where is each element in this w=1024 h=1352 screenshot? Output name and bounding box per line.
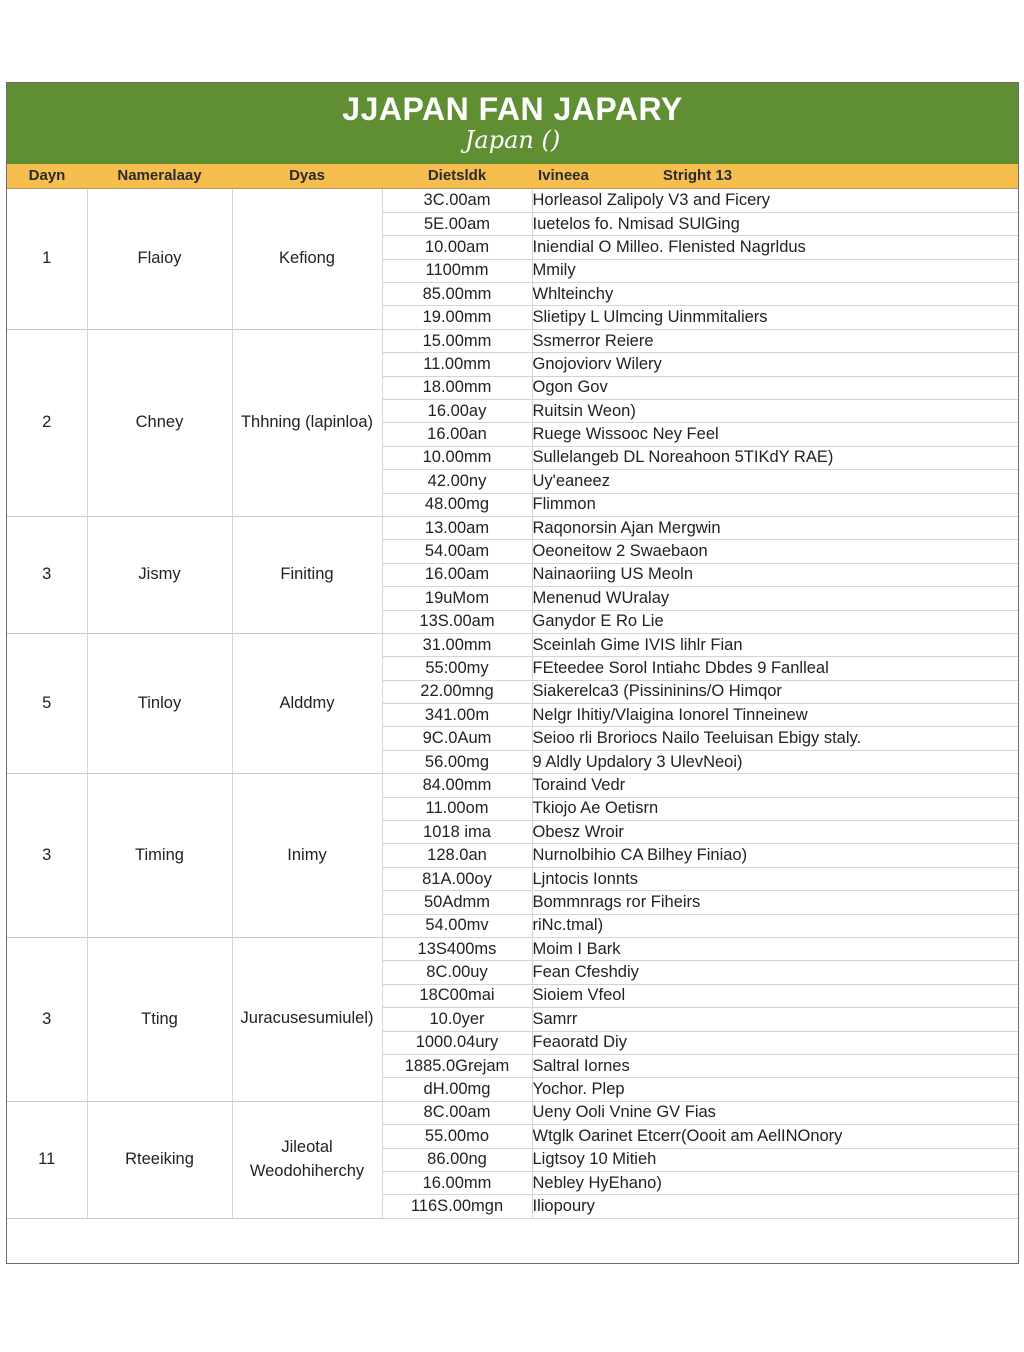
activity-cell: Saltral Iornes [532, 1054, 1018, 1077]
activity-cell: Sioiem Vfeol [532, 984, 1018, 1007]
time-cell: 1885.0Grejam [382, 1054, 532, 1077]
activity-cell: Tkiojo Ae Oetisrn [532, 797, 1018, 820]
page-title: JJAPAN FAN JAPARY [342, 91, 683, 127]
time-cell: 54.00mv [382, 914, 532, 937]
time-cell: 86.00ng [382, 1148, 532, 1171]
activity-cell: Raqonorsin Ajan Mergwin [532, 516, 1018, 539]
activity-cell: Ruitsin Weon) [532, 400, 1018, 423]
time-cell: 116S.00mgn [382, 1195, 532, 1218]
itinerary-sheet [6, 82, 1019, 1264]
time-cell: 18C00mai [382, 984, 532, 1007]
itinerary-table [7, 189, 1018, 1219]
time-cell: 56.00mg [382, 750, 532, 773]
activity-cell: Bommnrags ror Fiheirs [532, 891, 1018, 914]
header-time: Dietsldk [427, 167, 487, 184]
activity-cell: Ssmerror Reiere [532, 329, 1018, 352]
activity-cell: 9 Aldly Updalory 3 UlevNeoi) [532, 750, 1018, 773]
day-type-cell: Kefiong [232, 189, 382, 329]
day-number-cell: 2 [7, 329, 87, 516]
day-number-cell: 11 [7, 1101, 87, 1218]
activity-cell: Iuetelos fo. Nmisad SUlGing [532, 212, 1018, 235]
time-cell: 84.00mm [382, 774, 532, 797]
activity-cell: riNc.tmal) [532, 914, 1018, 937]
time-cell: 13S400ms [382, 938, 532, 961]
table-header [7, 164, 1018, 189]
time-cell: 19.00mm [382, 306, 532, 329]
time-cell: 9C.0Aum [382, 727, 532, 750]
time-cell: 19uMom [382, 587, 532, 610]
time-cell: 31.00mm [382, 633, 532, 656]
activity-cell: Mmily [532, 259, 1018, 282]
table-row [7, 516, 1018, 539]
day-number-cell: 3 [7, 938, 87, 1102]
day-name-cell: Jismy [87, 516, 232, 633]
activity-cell: Fean Cfeshdiy [532, 961, 1018, 984]
time-cell: 128.0an [382, 844, 532, 867]
activity-cell: Iliopoury [532, 1195, 1018, 1218]
time-cell: 55:00my [382, 657, 532, 680]
day-type-cell: Juracusesumiulel) [232, 938, 382, 1102]
day-type-cell: Thhning (lapinloa) [232, 329, 382, 516]
day-number-cell: 3 [7, 774, 87, 938]
activity-cell: Siakerelca3 (Pissininins/O Himqor [532, 680, 1018, 703]
activity-cell: Toraind Vedr [532, 774, 1018, 797]
activity-cell: Nelgr Ihitiy/Vlaigina Ionorel Tinneinew [532, 704, 1018, 727]
table-row [7, 189, 1018, 212]
day-name-cell: Chney [87, 329, 232, 516]
time-cell: 16.00am [382, 563, 532, 586]
table-row [7, 633, 1018, 656]
time-cell: 8C.00uy [382, 961, 532, 984]
time-cell: 81A.00oy [382, 867, 532, 890]
activity-cell: Feaoratd Diy [532, 1031, 1018, 1054]
day-name-cell: Timing [87, 774, 232, 938]
time-cell: 55.00mo [382, 1125, 532, 1148]
activity-cell: Sceinlah Gime IVIS lihlr Fian [532, 633, 1018, 656]
day-name-cell: Tting [87, 938, 232, 1102]
time-cell: 48.00mg [382, 493, 532, 516]
activity-cell: Ueny Ooli Vnine GV Fias [532, 1101, 1018, 1124]
table-row [7, 774, 1018, 797]
table-row [7, 1101, 1018, 1124]
time-cell: 22.00mng [382, 680, 532, 703]
header-extra-label: Stright 13 [662, 167, 733, 184]
activity-cell: Menenud WUralay [532, 587, 1018, 610]
time-cell: 5E.00am [382, 212, 532, 235]
time-cell: 10.00mm [382, 446, 532, 469]
time-cell: 3C.00am [382, 189, 532, 212]
activity-cell: Whlteinchy [532, 283, 1018, 306]
activity-cell: Nebley HyEhano) [532, 1171, 1018, 1194]
time-cell: 16.00ay [382, 400, 532, 423]
time-cell: 16.00an [382, 423, 532, 446]
header-type: Dyas [289, 167, 325, 184]
day-type-cell: Alddmy [232, 633, 382, 773]
time-cell: 1000.04ury [382, 1031, 532, 1054]
day-type-cell: Finiting [232, 516, 382, 633]
activity-cell: Flimmon [532, 493, 1018, 516]
activity-cell: Moim I Bark [532, 938, 1018, 961]
time-cell: 8C.00am [382, 1101, 532, 1124]
activity-cell: Uy'eaneez [532, 470, 1018, 493]
activity-cell: Ljntocis Ionnts [532, 867, 1018, 890]
title-banner [7, 83, 1018, 164]
activity-cell: Gnojoviorv Wilery [532, 353, 1018, 376]
header-activity-label: Ivineea [538, 167, 589, 184]
day-name-cell: Rteeiking [87, 1101, 232, 1218]
day-name-cell: Flaioy [87, 189, 232, 329]
itinerary-rows [7, 189, 1018, 1218]
activity-cell: FEteedee Sorol Intiahc Dbdes 9 Fanlleal [532, 657, 1018, 680]
activity-cell: Iniendial O Milleo. Flenisted Nagrldus [532, 236, 1018, 259]
header-name: Nameralaay [117, 167, 202, 184]
activity-cell: Ogon Gov [532, 376, 1018, 399]
time-cell: 10.0yer [382, 1008, 532, 1031]
table-row [7, 938, 1018, 961]
page-subtitle: Japan () [464, 126, 561, 154]
activity-cell: Ruege Wissooc Ney Feel [532, 423, 1018, 446]
activity-cell: Samrr [532, 1008, 1018, 1031]
header-day: Dayn [28, 167, 66, 184]
time-cell: 10.00am [382, 236, 532, 259]
activity-cell: Obesz Wroir [532, 821, 1018, 844]
time-cell: 16.00mm [382, 1171, 532, 1194]
time-cell: 1100mm [382, 259, 532, 282]
table-body [7, 189, 1018, 1263]
day-type-cell: Inimy [232, 774, 382, 938]
activity-cell: Seioo rli Broriocs Nailo Teeluisan Ebigy staly. [532, 727, 1018, 750]
activity-cell: Horleasol Zalipoly V3 and Ficery [532, 189, 1018, 212]
time-cell: 18.00mm [382, 376, 532, 399]
activity-cell: Ganydor E Ro Lie [532, 610, 1018, 633]
time-cell: 54.00am [382, 540, 532, 563]
day-number-cell: 1 [7, 189, 87, 329]
time-cell: 85.00mm [382, 283, 532, 306]
day-name-cell: Tinloy [87, 633, 232, 773]
day-number-cell: 5 [7, 633, 87, 773]
activity-cell: Sullelangeb DL Noreahoon 5TIKdY RAE) [532, 446, 1018, 469]
time-cell: 341.00m [382, 704, 532, 727]
header-activity [532, 164, 1018, 188]
time-cell: dH.00mg [382, 1078, 532, 1101]
day-type-cell: Jileotal Weodohiherchy [232, 1101, 382, 1218]
time-cell: 11.00om [382, 797, 532, 820]
time-cell: 1018 ima [382, 821, 532, 844]
activity-cell: Slietipy L Ulmcing Uinmmitaliers [532, 306, 1018, 329]
activity-cell: Yochor. Plep [532, 1078, 1018, 1101]
activity-cell: Wtglk Oarinet Etcerr(Oooit am AelINOnory [532, 1125, 1018, 1148]
activity-cell: Ligtsoy 10 Mitieh [532, 1148, 1018, 1171]
time-cell: 11.00mm [382, 353, 532, 376]
time-cell: 13.00am [382, 516, 532, 539]
time-cell: 50Admm [382, 891, 532, 914]
day-number-cell: 3 [7, 516, 87, 633]
time-cell: 42.00ny [382, 470, 532, 493]
activity-cell: Oeoneitow 2 Swaebaon [532, 540, 1018, 563]
time-cell: 15.00mm [382, 329, 532, 352]
activity-cell: Nainaoriing US Meoln [532, 563, 1018, 586]
activity-cell: Nurnolbihio CA Bilhey Finiao) [532, 844, 1018, 867]
table-row [7, 329, 1018, 352]
time-cell: 13S.00am [382, 610, 532, 633]
